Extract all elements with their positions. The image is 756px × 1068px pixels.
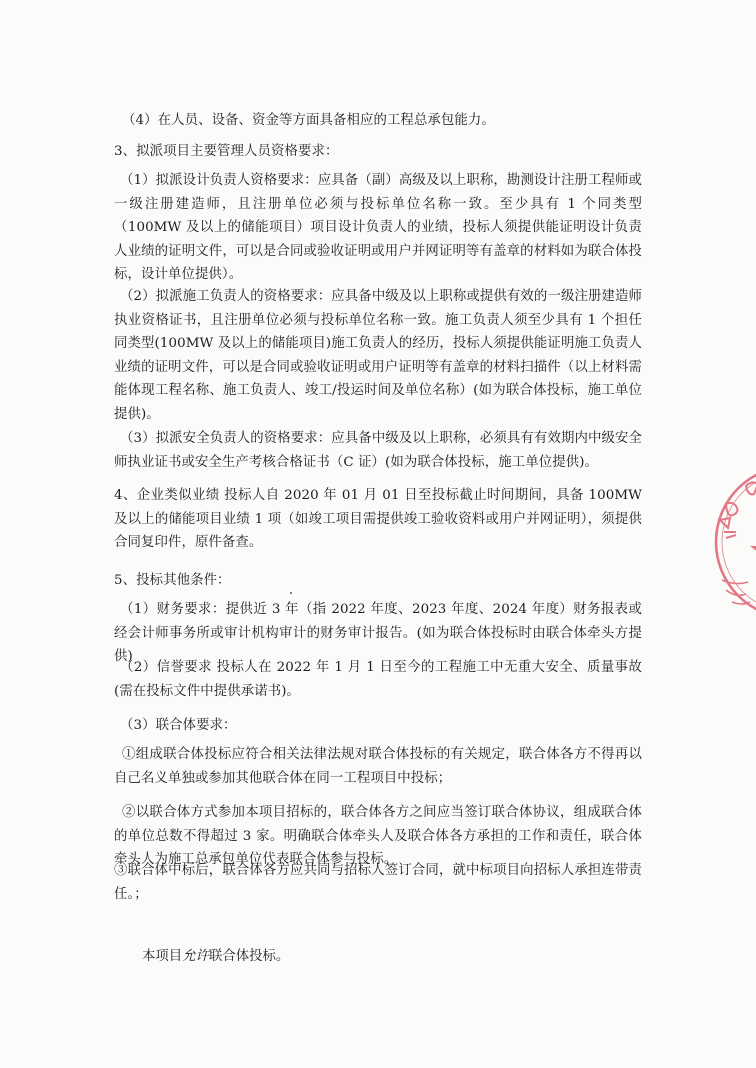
final-statement-allowed: 允许 — [182, 949, 209, 964]
paragraph-construction-lead: （2）拟派施工负责人的资格要求：应具备中级及以上职称或提供有效的一级注册建造师执业资格证书，且注册单位必须与投标单位名称一致。施工负责人须至少具有 1 个担任同类型(100MW 及以上的储能项目)施工负责人的经历，投标人须提供能证明施工负责人业绩的证明文件，可以是合同或验收证明或用户证明等有盖章的材料扫描件（以上材料需能体现工程名称、施工负责人、竣工/投运时间及单位名称）(如为联合体投标，施工单位提供)。 — [114, 289, 642, 422]
company-seal-stamp — [712, 462, 756, 622]
paragraph-consortium-rule-2: ②以联合体方式参加本项目招标的，联合体各方之间应当签订联合体协议，组成联合体的单位总数不得超过 3 家。明确联合体牵头人及联合体各方承担的工作和责任，联合体牵头人为施工总承包单位代表联合体参与投标。 — [114, 805, 642, 867]
paragraph-consortium-heading: （3）联合体要求： — [120, 718, 237, 733]
section-heading-other-conditions: 5、投标其他条件： — [114, 573, 231, 588]
paragraph-reputation: （2）信誉要求 投标人在 2022 年 1 月 1 日至今的工程施工中无重大安全、质量事故(需在投标文件中提供承诺书)。 — [114, 660, 642, 699]
final-statement — [142, 945, 289, 969]
paragraph-safety-lead: （3）拟派安全负责人的资格要求：应具备中级及以上职称，必须具有有效期内中级安全师执业证书或安全生产考核合格证书（C 证）(如为联合体投标，施工单位提供)。 — [114, 431, 642, 470]
final-statement-prefix: 本项目 — [142, 949, 183, 964]
paragraph-capability: （4）在人员、设备、资金等方面具备相应的工程总承包能力。 — [122, 113, 495, 128]
paragraph-financial: （1）财务要求：提供近 3 年（指 2022 年度、2023 年度、2024 年度）财务报表或经会计师事务所或审计机构审计的财务审计报告。(如为联合体投标时由联合体牵头方提供) — [114, 602, 642, 664]
paragraph-design-lead: （1）拟派设计负责人资格要求：应具备（副）高级及以上职称，勘测设计注册工程师或一级注册建造师，且注册单位必须与投标单位名称一致。至少具有 1 个同类型（100MW 及以上的储能项目）项目设计负责人的业绩，投标人须提供能证明设计负责人业绩的证明文件，可以是合同或验收证明或用户并网证明等有盖章的材料如为联合体投标，设计单位提供）。 — [114, 173, 642, 282]
paragraph-consortium-rule-1: ①组成联合体投标应符合相关法律法规对联合体投标的有关规定，联合体各方不得再以自己名义单独或参加其他联合体在同一工程项目中投标； — [114, 747, 642, 786]
scan-speck — [290, 592, 292, 594]
paragraph-similar-performance: 4、企业类似业绩 投标人自 2020 年 01 月 01 日至投标截止时间期间，具备 100MW 及以上的储能项目业绩 1 项（如竣工项目需提供竣工验收资料或用户并网证明），须提供合同复印件，原件备查。 — [114, 488, 642, 550]
section-heading-personnel: 3、拟派项目主要管理人员资格要求： — [114, 144, 339, 159]
paragraph-consortium-rule-3: ③联合体中标后，联合体各方应共同与招标人签订合同，就中标项目向招标人承担连带责任。； — [114, 863, 642, 902]
final-statement-suffix: 联合体投标。 — [208, 949, 290, 964]
